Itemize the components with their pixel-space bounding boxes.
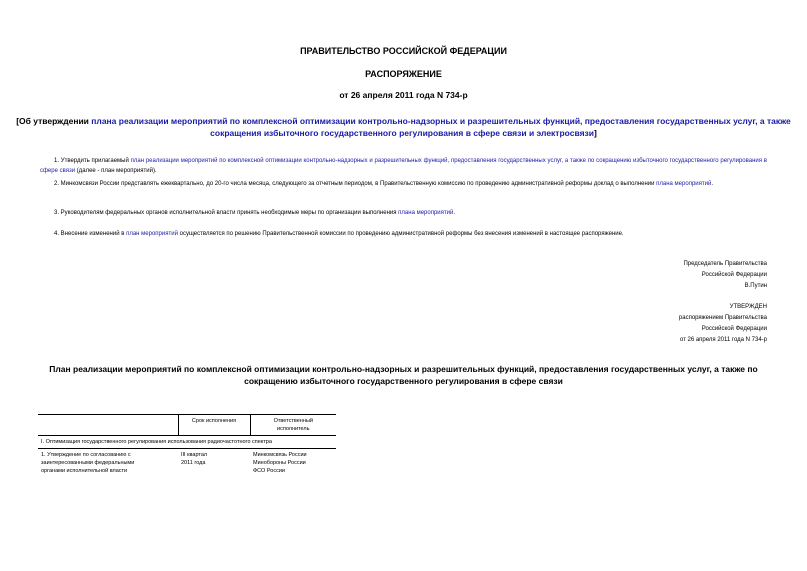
paragraph-2	[40, 179, 767, 189]
approval-line-4: от 26 апреля 2011 года N 734-р	[679, 337, 767, 343]
table-cell-line: Минкомсвязь России	[253, 452, 307, 458]
approval-line-3: Российской Федерации	[701, 326, 767, 332]
table-header-responsible-line-1: Ответственный	[273, 418, 313, 424]
table-section-title: I. Оптимизация государственного регулирования использования радиочастотного спектра	[38, 436, 336, 449]
table-cell-line: органами исполнительной власти	[41, 468, 128, 474]
government-title: ПРАВИТЕЛЬСТВО РОССИЙСКОЙ ФЕДЕРАЦИИ	[300, 46, 507, 56]
document-date-number: от 26 апреля 2011 года N 734-р	[339, 90, 468, 100]
heading-suffix: ]	[593, 128, 597, 138]
table-header-responsible	[250, 415, 336, 436]
table-cell-line: III квартал	[181, 452, 208, 458]
plan-link[interactable]: план мероприятий	[126, 231, 178, 237]
table-cell-line: 2011 года	[181, 460, 206, 466]
table-cell-responsible	[250, 449, 336, 478]
signature-block	[683, 259, 767, 292]
plan-table	[38, 414, 336, 477]
paragraph-4-text: 4. Внесение изменений в	[54, 231, 127, 237]
table-section-row	[38, 436, 336, 449]
paragraph-1-text: 1. Утвердить прилагаемый	[54, 158, 131, 164]
heading-link[interactable]: плана реализации мероприятий по комплексной оптимизации контрольно-надзорных и разрешительных функций, предоставления государственных услуг, а также сокращения избыточного государственного регулирования в сфере связи и электросвязи	[91, 116, 791, 138]
approval-block	[679, 302, 767, 346]
paragraph-3-tail: .	[453, 210, 456, 216]
heading-prefix: [Об утверждении	[16, 116, 92, 126]
approval-line-2: распоряжением Правительства	[678, 315, 767, 321]
paragraph-2-tail: .	[711, 181, 714, 187]
table-cell-line: Минобороны России	[253, 460, 306, 466]
paragraph-4	[40, 229, 767, 239]
paragraph-1	[40, 156, 767, 176]
approval-line-1: УТВЕРЖДЕН	[729, 304, 767, 310]
plan-title: План реализации мероприятий по комплексной оптимизации контрольно-надзорных и разрешительных функций, предоставления государственных услуг, а также по сокращению избыточного государственного регулирования в сфере связи	[49, 364, 758, 386]
table-header-cell-1	[38, 415, 178, 436]
table-header-deadline: Срок исполнения	[178, 415, 250, 436]
plan-link[interactable]: плана мероприятий	[656, 181, 712, 187]
table-header-row	[38, 415, 336, 436]
paragraph-3-text: 3. Руководителям федеральных органов исполнительной власти принять необходимые меры по организации выполнения	[54, 210, 399, 216]
signature-line-1: Председатель Правительства	[683, 261, 767, 267]
table-cell-deadline	[178, 449, 250, 478]
document-type: РАСПОРЯЖЕНИЕ	[365, 69, 442, 79]
table-cell-measure	[38, 449, 178, 478]
plan-link[interactable]: план реализации мероприятий по комплексной оптимизации контрольно-надзорных и разрешительных функций, предоставления государственных услуг, а также по сокращению избыточного государственного регулирования в сфере связи	[40, 158, 767, 174]
table-header-responsible-line-2: исполнитель	[277, 426, 310, 432]
paragraph-3	[40, 208, 767, 218]
paragraph-1-tail: (далее - план мероприятий).	[75, 168, 157, 174]
paragraph-4-tail: осуществляется по решению Правительственной комиссии по проведению административной реформы без внесения изменений в настоящее распоряжение.	[177, 231, 624, 237]
paragraph-2-text: 2. Минкомсвязи России представлять ежеквартально, до 20-го числа месяца, следующего за отчетным периодом, в Правительственную комиссию по проведению административной реформы доклад о выполнении	[54, 181, 657, 187]
signature-line-2: Российской Федерации	[701, 272, 767, 278]
plan-link[interactable]: плана мероприятий	[398, 210, 454, 216]
document-heading	[0, 115, 807, 139]
table-cell-line: 1. Утверждение по согласованию с	[41, 452, 131, 458]
signature-line-3: В.Путин	[744, 283, 767, 289]
table-row	[38, 449, 336, 478]
table-cell-line: заинтересованными федеральными	[41, 460, 135, 466]
table-cell-line: ФСО России	[253, 468, 285, 474]
